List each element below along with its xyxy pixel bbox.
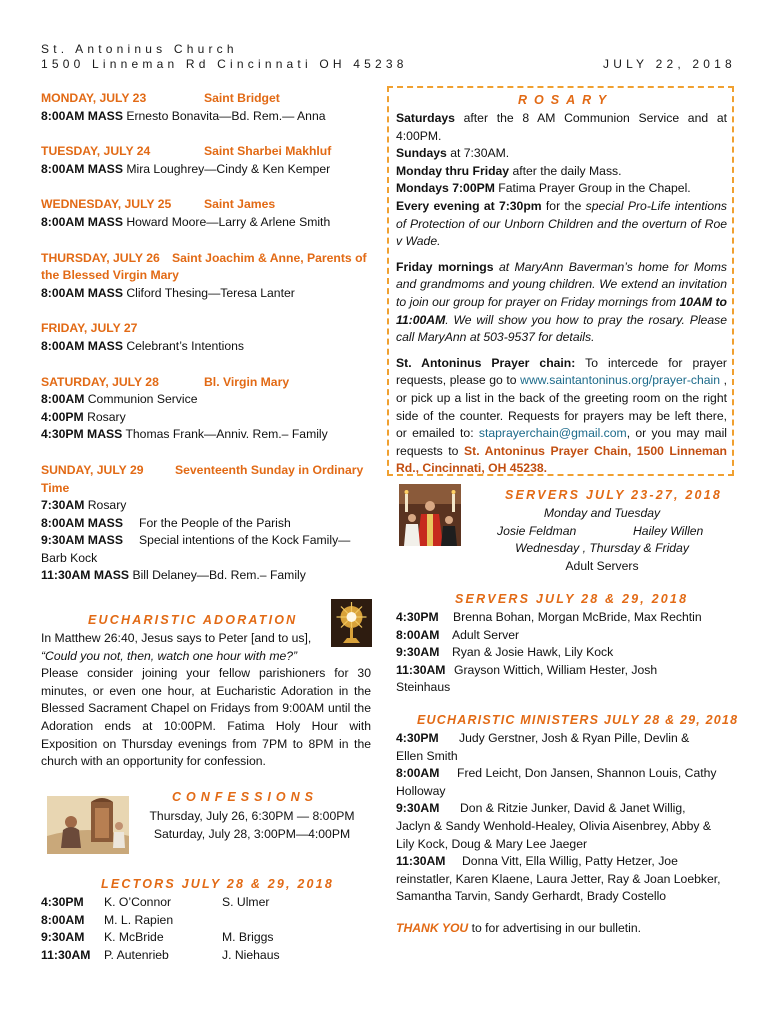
lector-name: K. McBride bbox=[104, 930, 164, 945]
confession-time-saturday: Saturday, July 28, 3:00PM—4:00PM bbox=[153, 826, 351, 841]
lector-row bbox=[41, 947, 361, 965]
mass-intention: Thomas Frank—Anniv. Rem.– Family bbox=[125, 427, 328, 442]
mass-intention: Cliford Thesing—Teresa Lanter bbox=[126, 285, 295, 300]
servers-weekday-title: SERVERS JULY 23-27, 2018 bbox=[505, 488, 723, 502]
mass-intention: Howard Moore—Larry & Arlene Smith bbox=[126, 214, 331, 229]
saint-name-cont: the Blessed Virgin Mary bbox=[41, 268, 179, 283]
minister-names-cont: Holloway bbox=[396, 783, 446, 798]
thank-you-label: THANK YOU bbox=[396, 921, 469, 935]
rosary-sat-label: Saturdays bbox=[396, 111, 455, 125]
server-time: 4:30PM bbox=[396, 610, 439, 624]
minister-names: Donna Vitt, Ella Willig, Patty Hetzer, Joe bbox=[462, 854, 678, 869]
adoration-intro: In Matthew 26:40, Jesus says to Peter [and to us], bbox=[41, 631, 312, 645]
servers-weekend-title: SERVERS JULY 28 & 29, 2018 bbox=[455, 592, 689, 606]
prayer-chain-text2: , or pick up a list in the back of the greeting room on the right side of the counter. Requests for prayers may be left there, or emailed to: bbox=[396, 373, 728, 441]
rosary-weekday-label: Monday thru Friday bbox=[396, 163, 510, 178]
mass-intention: Rosary bbox=[87, 498, 127, 513]
minister-names-cont: Jaclyn & Sandy Wenhold-Healey, Olivia Aisenbrey, Abby & bbox=[396, 818, 712, 833]
rosary-title: ROSARY bbox=[518, 93, 614, 107]
day-heading: THURSDAY, JULY 26 bbox=[41, 250, 160, 265]
server-name: Hailey Willen bbox=[633, 523, 704, 538]
mass-intention: Rosary bbox=[87, 409, 126, 424]
rosary-eve-intentions: special Pro-Life intentions of Protection of our Unborn Children and the overturn of Roe v Wade. bbox=[396, 198, 727, 249]
adoration-body: Please consider joining your fellow parishioners for 30 minutes, or even one hour, at Eucharistic Adoration in the Blessed Sacrament Chapel on Fridays from 9:00AM until the Adoration ends at 10:00PM. Fatima Holy Hour with Exposition on Thursday evenings from 7PM to 8PM in the church with an opportunity for confession. bbox=[41, 666, 371, 769]
mass-time: 8:00AM bbox=[41, 392, 85, 407]
minister-names-cont: Lily Kock, Doug & Mary Lee Jaeger bbox=[396, 836, 588, 851]
thank-you-note bbox=[396, 921, 641, 935]
saint-name: Saint Sharbei Makhluf bbox=[204, 144, 332, 159]
rosary-fri-label: Friday mornings bbox=[396, 259, 494, 274]
mass-intention: Communion Service bbox=[87, 392, 198, 407]
adoration-text bbox=[41, 630, 371, 771]
rosary-fri-text2: . We will show you how to pray the rosary. Please call MaryAnn at 503-9537 for details. bbox=[396, 312, 727, 345]
lector-time: 11:30AM bbox=[41, 947, 91, 962]
lector-time: 8:00AM bbox=[41, 912, 85, 927]
servers-wed-fri: Wednesday , Thursday & Friday bbox=[515, 541, 689, 556]
mass-schedule bbox=[41, 90, 371, 585]
lector-name: J. Niehaus bbox=[222, 947, 280, 962]
lector-row bbox=[41, 894, 361, 912]
day-heading: SUNDAY, JULY 29 bbox=[41, 462, 144, 477]
rosary-saturdays bbox=[396, 110, 727, 145]
altar-servers-photo bbox=[399, 484, 461, 546]
rosary-weekdays bbox=[396, 163, 727, 181]
mass-time: 8:00AM MASS bbox=[41, 214, 123, 229]
mass-intention: Celebrant’s Intentions bbox=[126, 338, 245, 353]
mass-intention: Ernesto Bonavita—Bd. Rem.— Anna bbox=[126, 108, 326, 123]
altar-servers-icon bbox=[399, 484, 461, 546]
minister-names: Don & Ritzie Junker, David & Janet Willig, bbox=[460, 801, 686, 816]
lector-time: 4:30PM bbox=[41, 895, 84, 909]
rosary-mon-label: Mondays 7:00PM bbox=[396, 181, 495, 196]
adoration-quote: “Could you not, then, watch one hour with me?” bbox=[41, 648, 298, 663]
rosary-sun-text: at 7:30AM. bbox=[446, 146, 510, 161]
lector-name: P. Autenrieb bbox=[104, 947, 169, 962]
church-address: 1500 Linneman Rd Cincinnati OH 45238 bbox=[41, 57, 408, 71]
mass-time: 8:00AM MASS bbox=[41, 108, 123, 123]
minister-names: Judy Gerstner, Josh & Ryan Pille, Devlin & bbox=[459, 731, 690, 745]
rosary-friday bbox=[396, 259, 727, 347]
servers-weekend-table bbox=[396, 609, 730, 697]
rosary-evening bbox=[396, 198, 727, 251]
lectors-title: LECTORS JULY 28 & 29, 2018 bbox=[101, 877, 334, 891]
lector-row bbox=[41, 929, 361, 947]
lector-name: K. O’Connor bbox=[104, 895, 172, 909]
rosary-text bbox=[396, 110, 727, 478]
server-names: Grayson Wittich, William Hester, Josh bbox=[454, 662, 658, 677]
day-heading: WEDNESDAY, JULY 25 bbox=[41, 197, 172, 212]
minister-time: 4:30PM bbox=[396, 731, 439, 745]
lector-name: M. L. Rapien bbox=[104, 912, 174, 927]
mass-intention: For the People of the Parish bbox=[139, 515, 291, 530]
servers-adult: Adult Servers bbox=[565, 558, 639, 573]
rosary-eve-text: for the bbox=[541, 198, 586, 213]
server-names: Ryan & Josie Hawk, Lily Kock bbox=[452, 645, 614, 660]
saint-name: Bl. Virgin Mary bbox=[204, 374, 290, 389]
confession-time-thursday: Thursday, July 26, 6:30PM — 8:00PM bbox=[149, 809, 355, 823]
minister-names-cont: Ellen Smith bbox=[396, 748, 458, 763]
minister-names: Fred Leicht, Don Jansen, Shannon Louis, Cathy bbox=[457, 766, 717, 781]
minister-names-cont: reinstatler, Karen Klaene, Laura Jetter, Ray & Joan Loebker, bbox=[396, 871, 721, 886]
mass-intention: Special intentions of the Kock Family— bbox=[139, 533, 351, 548]
prayer-chain-email-link[interactable]: staprayerchain@gmail.com bbox=[478, 426, 627, 441]
server-time: 8:00AM bbox=[396, 627, 440, 642]
rosary-weekday-text: after the daily Mass. bbox=[509, 163, 622, 178]
lector-name: S. Ulmer bbox=[222, 895, 270, 909]
prayer-chain bbox=[396, 355, 727, 478]
ministers-table bbox=[396, 730, 736, 906]
day-heading: SATURDAY, JULY 28 bbox=[41, 374, 159, 389]
prayer-chain-label: St. Antoninus Prayer chain: bbox=[396, 355, 576, 370]
mass-intention: Mira Loughrey—Cindy & Ken Kemper bbox=[126, 161, 331, 176]
saint-name: Seventeenth Sunday in Ordinary bbox=[175, 462, 364, 477]
confession-painting bbox=[47, 796, 129, 854]
server-time: 11:30AM bbox=[396, 662, 446, 677]
server-time: 9:30AM bbox=[396, 645, 440, 660]
confessions-times bbox=[141, 808, 363, 843]
server-names: Adult Server bbox=[452, 627, 520, 642]
thank-you-text: to for advertising in our bulletin. bbox=[468, 921, 641, 935]
mass-time: 8:00AM MASS bbox=[41, 285, 123, 300]
day-heading: MONDAY, JULY 23 bbox=[41, 91, 147, 105]
minister-time: 8:00AM bbox=[396, 766, 440, 781]
minister-time: 11:30AM bbox=[396, 854, 446, 869]
lector-name: M. Briggs bbox=[222, 930, 274, 945]
rosary-sat-text: after the 8 AM Communion Service and at 4:00PM. bbox=[396, 111, 727, 143]
adoration-title: EUCHARISTIC ADORATION bbox=[88, 613, 298, 627]
lector-row bbox=[41, 912, 361, 930]
ministers-title: EUCHARISTIC MINISTERS JULY 28 & 29, 2018 bbox=[417, 713, 739, 727]
bulletin-date: JULY 22, 2018 bbox=[603, 57, 736, 71]
prayer-chain-text3: , or you may mail requests to bbox=[396, 426, 727, 458]
rosary-eve-label: Every evening at 7:30pm bbox=[396, 198, 542, 213]
rosary-mondays bbox=[396, 180, 727, 198]
confessions-title: CONFESSIONS bbox=[172, 790, 318, 804]
prayer-chain-text: To intercede for prayer requests, please go to bbox=[396, 355, 727, 388]
mass-time: 7:30AM bbox=[41, 498, 85, 513]
mass-time: 9:30AM MASS bbox=[41, 533, 123, 548]
server-names-cont: Steinhaus bbox=[396, 680, 451, 695]
church-name: St. Antoninus Church bbox=[41, 42, 238, 56]
servers-mon-tue: Monday and Tuesday bbox=[543, 506, 661, 520]
lector-time: 9:30AM bbox=[41, 930, 85, 945]
confession-scene-icon bbox=[47, 796, 129, 854]
saint-name: Saint James bbox=[204, 197, 276, 212]
prayer-chain-link[interactable]: www.saintantoninus.org/prayer-chain bbox=[520, 373, 721, 388]
server-names: Brenna Bohan, Morgan McBride, Max Rechtin bbox=[453, 610, 702, 624]
servers-weekday-list bbox=[470, 505, 734, 575]
mass-time: 8:00AM MASS bbox=[41, 338, 123, 353]
lectors-table bbox=[41, 894, 361, 964]
mass-intention: Bill Delaney—Bd. Rem.– Family bbox=[132, 568, 306, 583]
minister-time: 9:30AM bbox=[396, 801, 440, 816]
mass-time: 4:00PM bbox=[41, 409, 84, 424]
rosary-fri-text: at MaryAnn Baverman’s home for Moms and grandmoms and young children. We extend an invitation to join our group for prayer on Friday mornings from bbox=[396, 259, 728, 309]
day-heading: TUESDAY, JULY 24 bbox=[41, 144, 151, 159]
mass-time: 8:00AM MASS bbox=[41, 161, 123, 176]
minister-names-cont: Samantha Tarvin, Sandy Gerhardt, Brady Costello bbox=[396, 889, 667, 904]
day-heading: FRIDAY, JULY 27 bbox=[41, 321, 138, 336]
saint-name-cont: Time bbox=[41, 480, 70, 495]
rosary-sun-label: Sundays bbox=[396, 146, 447, 161]
mass-time: 8:00AM MASS bbox=[41, 515, 123, 530]
server-name: Josie Feldman bbox=[497, 523, 577, 538]
saint-name: Saint Joachim & Anne, Parents of bbox=[172, 250, 367, 265]
rosary-fri-time: 10AM to 11:00AM bbox=[396, 294, 728, 327]
saint-name: Saint Bridget bbox=[204, 91, 280, 105]
mass-intention-cont: Barb Kock bbox=[41, 550, 98, 565]
mass-time: 4:30PM MASS bbox=[41, 427, 123, 442]
mass-time: 11:30AM MASS bbox=[41, 568, 130, 583]
prayer-chain-address: St. Antoninus Prayer Chain, 1500 Linneman Rd., Cincinnati, OH 45238. bbox=[396, 443, 727, 476]
rosary-sundays bbox=[396, 145, 727, 163]
rosary-mon-text: Fatima Prayer Group in the Chapel. bbox=[494, 181, 691, 196]
